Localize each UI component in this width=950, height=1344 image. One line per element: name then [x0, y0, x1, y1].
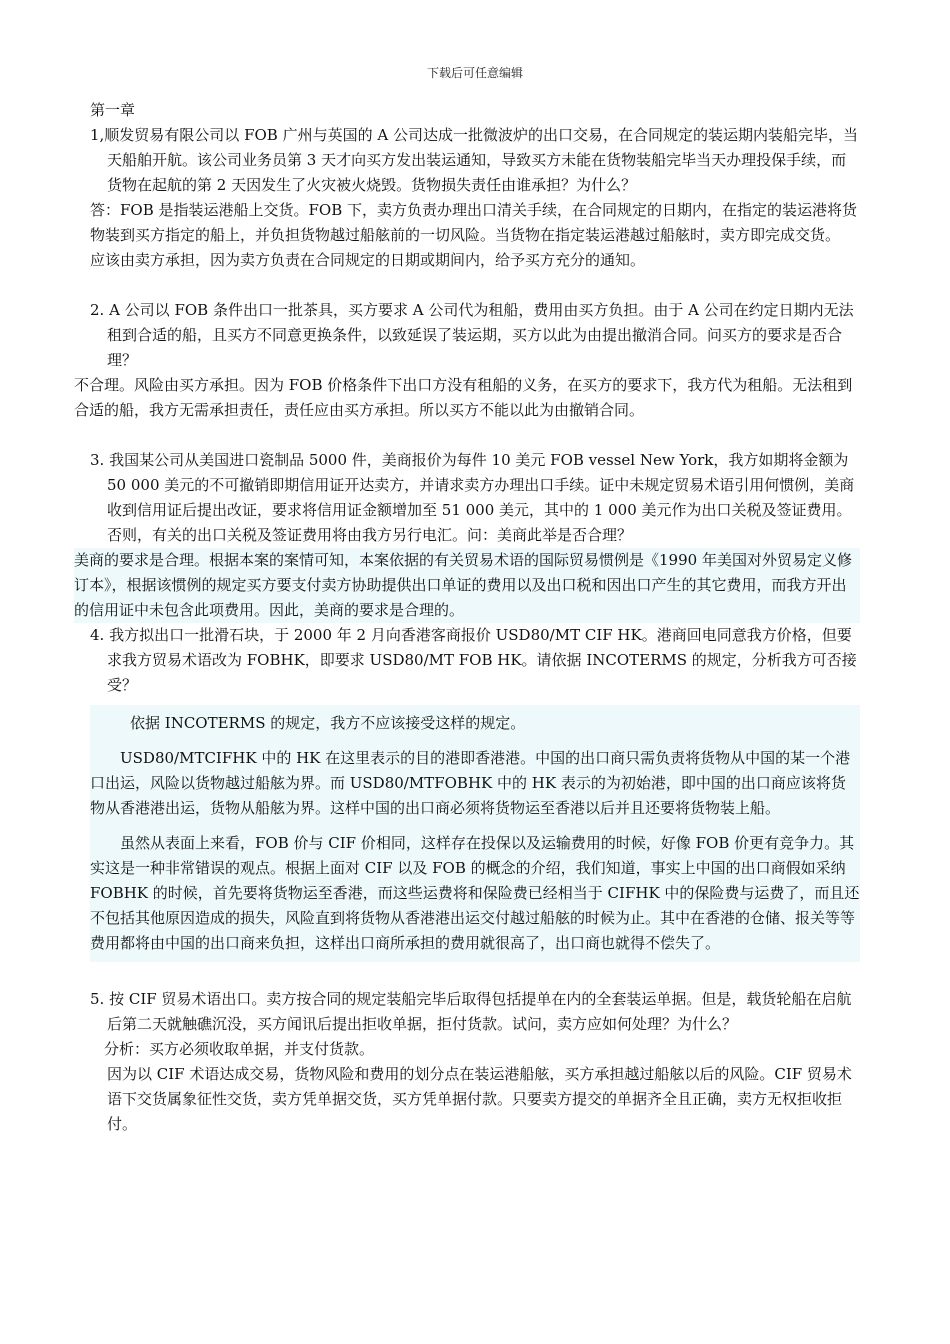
document-body [74, 98, 860, 1137]
answer-5-reason: 因为以 CIF 术语达成交易，货物风险和费用的划分点在装运港船舷，买方承担越过船舷以后的风险。CIF 贸易术语下交货属象征性交货，卖方凭单据交货，买方凭单据付款。只要卖方提交的单据齐全且正确，卖方无权拒收拒付。 [107, 1065, 852, 1133]
chapter-title: 第一章 [90, 101, 136, 119]
answer-4-box [90, 705, 860, 962]
answer-1-definition: 答：FOB 是指装运港船上交货。FOB 下，卖方负责办理出口清关手续，在合同规定的日期内，在指定的装运港将货物装到买方指定的船上，并负担货物越过船舷前的一切风险。当货物在指定装运港越过船舷时，卖方即完成交货。 [90, 201, 857, 244]
question-3: 3. 我国某公司从美国进口瓷制品 5000 件，美商报价为每件 10 美元 FOB vessel New York，我方如期将金额为 50 000 美元的不可撤销即期信用证开达卖方，并请求卖方办理出口手续。证中未规定贸易术语引用何惯例，美商收到信用证后提出改证，要求将信用证金额增加至 51 000 美元，其中的 1 000 美元作为出口关税及签证费用。否则，有关的出口关税及签证费用将由我方另行电汇。问：美商此举是否合理？ [90, 451, 855, 544]
answer-4-explanation: USD80/MTCIFHK 中的 HK 在这里表示的目的港即香港港。中国的出口商只需负责将货物从中国的某一个港口出运，风险以货物越过船舷为界。而 USD80/MTFOBHK 中的 HK 表示的为初始港，即中国的出口商应该将货物从香港港出运，货物从船舷为界。这样中国的出口商必须将货物运至香港以后并且还要将货物装上船。 [90, 749, 851, 817]
answer-2: 不合理。风险由买方承担。因为 FOB 价格条件下出口方没有租船的义务，在买方的要求下，我方代为租船。无法租到合适的船，我方无需承担责任，责任应由买方承担。所以买方不能以此为由撤销合同。 [74, 376, 853, 419]
answer-4-conclusion: 依据 INCOTERMS 的规定，我方不应该接受这样的规定。 [130, 714, 526, 732]
question-4: 4. 我方拟出口一批滑石块，于 2000 年 2 月向香港客商报价 USD80/MT CIF HK。港商回电同意我方价格，但要求我方贸易术语改为 FOBHK，即要求 USD80/MT FOB HK。请依据 INCOTERMS 的规定，分析我方可否接受？ [90, 626, 857, 694]
answer-4-analysis: 虽然从表面上来看，FOB 价与 CIF 价相同，这样存在投保以及运输费用的时候，好像 FOB 价更有竞争力。其实这是一种非常错误的观点。根据上面对 CIF 以及 FOB 的概念的介绍，我们知道，事实上中国的出口商假如采纳 FOBHK 的时候，首先要将货物运至香港，而这些运费将和保险费已经相当于 CIFHK 中的保险费与运费了，而且还不包括其他原因造成的损失，风险直到将货物从香港港出运交付越过船舷的时候为止。其中在香港的仓储、报关等等费用都将由中国的出口商来负担，这样出口商所承担的费用就很高了，出口商也就得不偿失了。 [90, 834, 860, 952]
question-1: 1,顺发贸易有限公司以 FOB 广州与英国的 A 公司达成一批微波炉的出口交易，在合同规定的装运期内装船完毕，当天船舶开航。该公司业务员第 3 天才向买方发出装运通知，导致买方未能在货物装船完毕当天办理投保手续，而货物在起航的第 2 天因发生了火灾被火烧毁。货物损失责任由谁承担？为什么？ [90, 126, 858, 194]
answer-1-conclusion: 应该由卖方承担，因为卖方负责在合同规定的日期或期间内，给予买方充分的通知。 [90, 251, 646, 269]
page-header: 下载后可任意编辑 [426, 66, 523, 80]
question-2: 2. A 公司以 FOB 条件出口一批茶具，买方要求 A 公司代为租船，费用由买方负担。由于 A 公司在约定日期内无法租到合适的船，且买方不同意更换条件，以致延误了装运期，买方以此为由提出撤消合同。问买方的要求是否合理？ [90, 301, 854, 369]
question-5: 5. 按 CIF 贸易术语出口。卖方按合同的规定装船完毕后取得包括提单在内的全套装运单据。但是，载货轮船在启航后第二天就触礁沉没，买方闻讯后提出拒收单据，拒付货款。试问，卖方应如何处理？为什么？ [90, 990, 852, 1033]
answer-3: 美商的要求是合理。根据本案的案情可知，本案依据的有关贸易术语的国际贸易惯例是《1990 年美国对外贸易定义修订本》，根据该惯例的规定买方要支付卖方协助提供出口单证的费用以及出口税和因出口产生的其它费用，而我方开出的信用证中未包含此项费用。因此，美商的要求是合理的。 [74, 548, 860, 623]
answer-5-analysis: 分析：买方必须收取单据，并支付货款。 [104, 1040, 375, 1058]
